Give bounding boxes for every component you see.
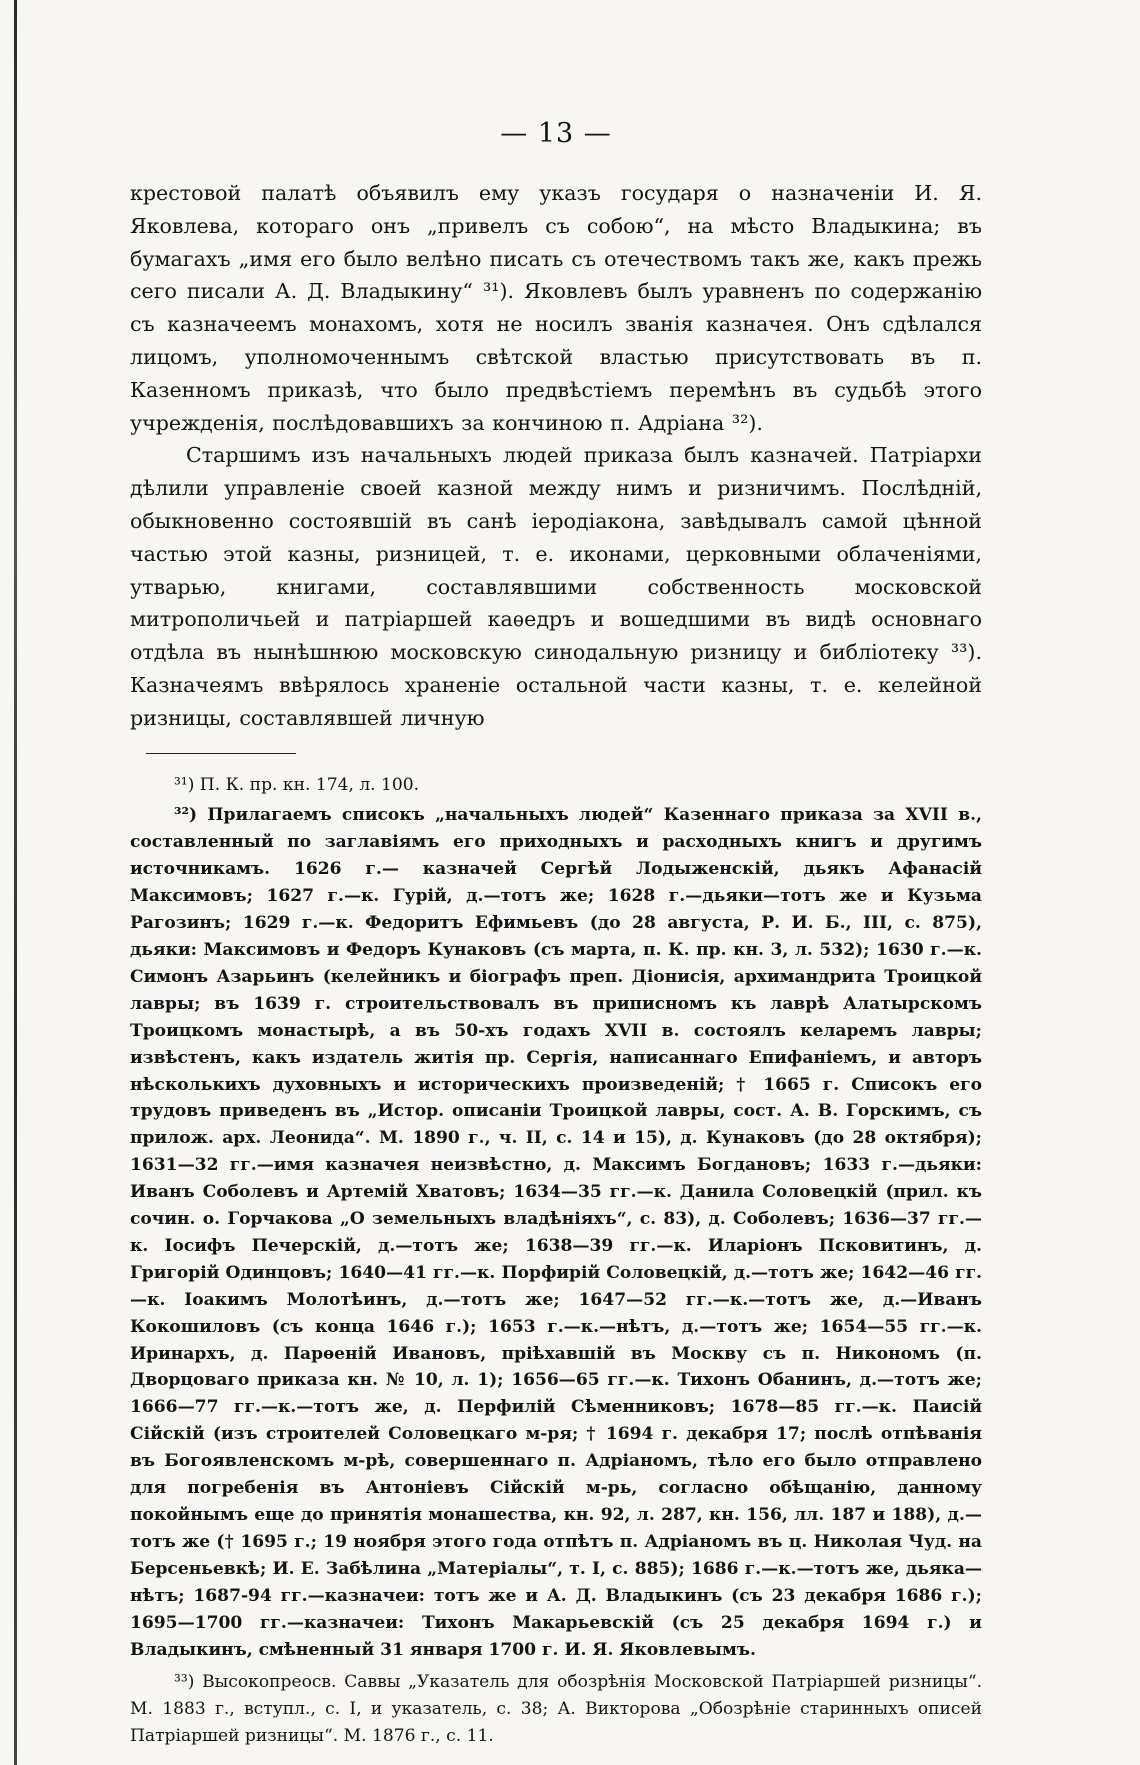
footnote-32: ³²) Прилагаемъ списокъ „начальныхъ людей“ Казеннаго приказа за XVII в., составленный по заглавіямъ его приходныхъ и расходныхъ книгъ и другимъ источникамъ. 1626 г.— казначей Сергѣй Лодыженскій, дьякъ Афанасій Максимовъ; 1627 г.—к. Гурій, д.—тотъ же; 1628 г.—дьяки—тотъ же и Кузьма Рагозинъ; 1629 г.—к. Федоритъ Ефимьевъ (до 28 августа, Р. И. Б., III, с. 875), дьяки: Максимовъ и Федоръ Кунаковъ (съ марта, п. К. пр. кн. 3, л. 532); 1630 г.—к. Симонъ Азарьинъ (келейникъ и біографъ преп. Діонисія, архимандрита Троицкой лавры; въ 1639 г. строительствовалъ въ приписномъ къ лаврѣ Алатырскомъ Троицкомъ монастырѣ, а въ 50-хъ годахъ XVII в. состоялъ келаремъ лавры; извѣстенъ, какъ издатель житія пр. Сергія, написаннаго Епифаніемъ, и авторъ нѣсколькихъ духовныхъ и историческихъ произведеній; † 1665 г. Списокъ его трудовъ приведенъ въ „Истор. описаніи Троицкой лавры, сост. А. В. Горскимъ, съ прилож. арх. Леонида“. М. 1890 г., ч. II, с. 14 и 15), д. Кунаковъ (до 28 октября); 1631—32 гг.—имя казначея неизвѣстно, д. Максимъ Богдановъ; 1633 г.—дьяки: Иванъ Соболевъ и Артемій Хватовъ; 1634—35 гг.—к. Данила Соловецкій (прил. къ сочин. о. Горчакова „О земельныхъ владѣніяхъ“, с. 83), д. Соболевъ; 1636—37 гг.—к. Іосифъ Печерскій, д.—тотъ же; 1638—39 гг.—к. Иларіонъ Псковитинъ, д. Григорій Одинцовъ; 1640—41 гг.—к. Порфирій Соловецкій, д.—тотъ же; 1642—46 гг.—к. Іоакимъ Молотѣинъ, д.—тотъ же; 1647—52 гг.—к.—тотъ же, д.—Иванъ Кокошиловъ (съ конца 1646 г.); 1653 г.—к.—нѣтъ, д.—тотъ же; 1654—55 гг.—к. Иринархъ, д. Парѳеній Ивановъ, пріѣхавшій въ Москву съ п. Никономъ (п. Дворцоваго приказа кн. № 10, л. 1); 1656—65 гг.—к. Тихонъ Обанинъ, д.—тотъ же; 1666—77 гг.—к.—тотъ же, д. Перфилій Сѣменниковъ; 1678—85 гг.—к. Паисій Сійскій (изъ строителей Соловецкаго м-ря; † 1694 г. декабря 17; послѣ отпѣванія въ Богоявленскомъ м-рѣ, совершеннаго п. Адріаномъ, тѣло его было отправлено для погребенія въ Антоніевъ Сійскій м-рь, согласно обѣщанію, данному покойнымъ еще до принятія монашества, кн. 92, л. 287, кн. 156, лл. 187 и 188), д.—тотъ же († 1695 г.; 19 ноября этого года отпѣтъ п. Адріаномъ въ ц. Николая Чуд. на Берсеньевкѣ; И. Е. Забѣлина „Матеріалы“, т. I, с. 885); 1686 г.—к.—тотъ же, дьяка—нѣтъ; 1687-94 гг.—казначеи: тотъ же и А. Д. Владыкинъ (съ 23 декабря 1686 г.); 1695—1700 гг.—казначеи: Тихонъ Макарьевскій (съ 25 декабря 1694 г.) и Владыкинъ, смѣненный 31 января 1700 г. И. Я. Яковлевымъ.: [130, 805, 982, 1660]
paragraph-1: крестовой палатѣ объявилъ ему указъ государя о назначеніи И. Я. Яковлева, котораго онъ „привелъ съ собою“, на мѣсто Владыкина; въ бумагахъ „имя его было велѣно писать съ отечествомъ такъ же, какъ прежь сего писали А. Д. Владыкину“ ³¹). Яковлевъ былъ уравненъ по содержанію съ казначеемъ монахомъ, хотя не носилъ званія казначея. Онъ сдѣлался лицомъ, уполномоченнымъ свѣтской властью присутствовать въ п. Казенномъ приказѣ, что было предвѣстіемъ перемѣнъ въ судьбѣ этого учрежденія, послѣдовавшихъ за кончиною п. Адріана ³²).: [130, 181, 982, 435]
footnote-divider: [146, 753, 296, 754]
footnotes: [130, 772, 982, 1751]
page-number: — 13 —: [500, 118, 612, 149]
paragraph-2: Старшимъ изъ начальныхъ людей приказа былъ казначей. Патріархи дѣлили управленіе своей казной между нимъ и ризничимъ. Послѣдній, обыкновенно состоявшій въ санѣ іеродіакона, завѣдывалъ самой цѣнной частью этой казны, ризницей, т. е. иконами, церковными облаченіями, утварью, книгами, составлявшими собственность московской митрополичьей и патріаршей каѳедръ и вошедшими въ видѣ основнаго отдѣла въ нынѣшнюю московскую синодальную ризницу и библіотеку ³³). Казначеямъ ввѣрялось храненіе остальной части казны, т. е. келейной ризницы, составлявшей личную: [130, 443, 982, 730]
footnote-31: ³¹) П. К. пр. кн. 174, л. 100.: [174, 774, 420, 795]
page-edge-shadow: [14, 0, 17, 1765]
body-text: [130, 177, 982, 735]
document-page: [130, 118, 982, 1750]
footnote-33: ³³) Высокопреосв. Саввы „Указатель для обозрѣнія Московской Патріаршей ризницы“. М. 1883 г., вступл., с. I, и указатель, с. 38; А. Викторова „Обозрѣніе старинныхъ описей Патріаршей ризницы“. М. 1876 г., с. 11.: [130, 1672, 982, 1747]
